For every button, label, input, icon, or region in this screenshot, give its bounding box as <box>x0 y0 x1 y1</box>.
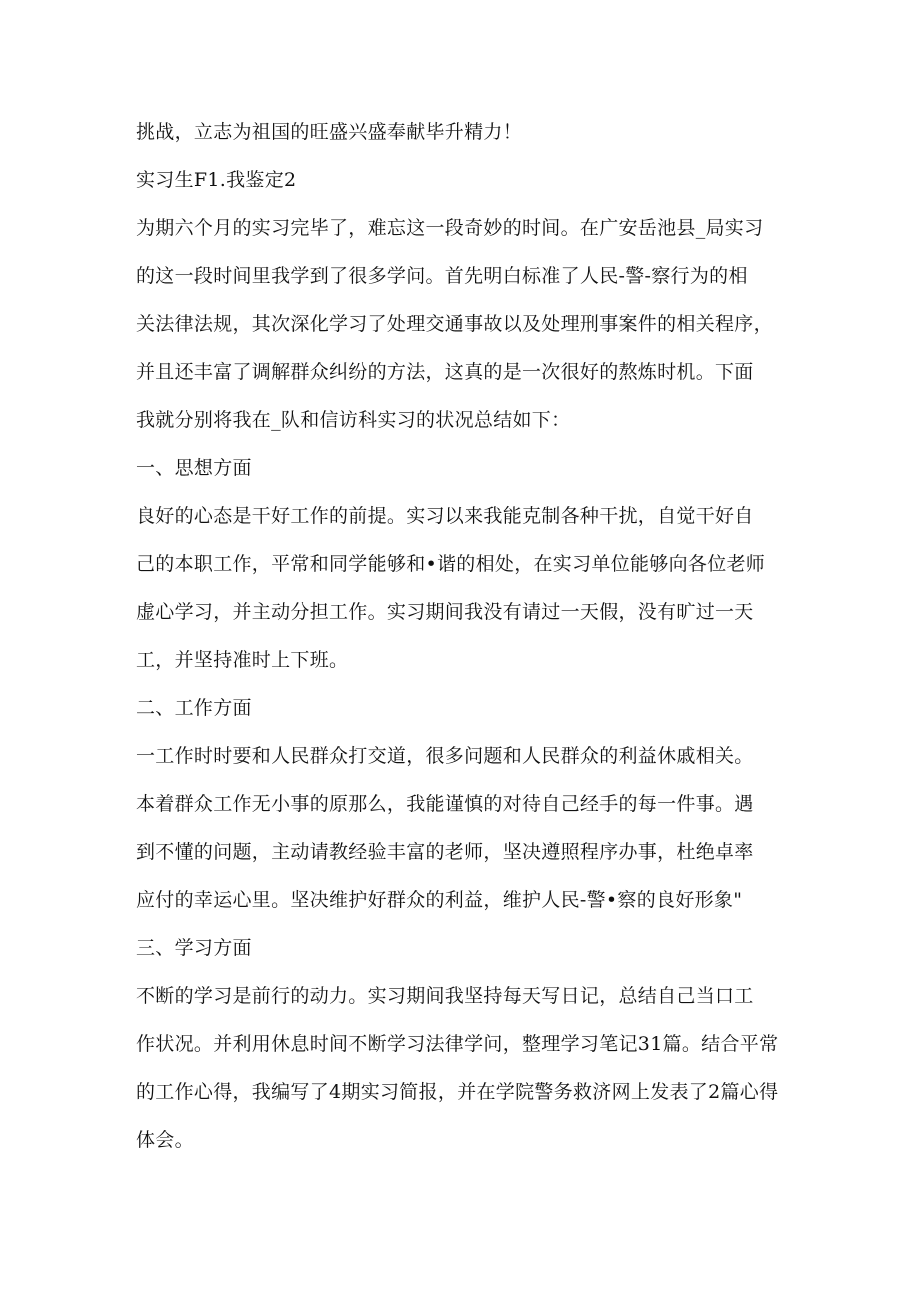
text-line: 挑战，立志为祖国的旺盛兴盛奉献毕升精力！ <box>136 121 523 143</box>
section-heading: 一、思想方面 <box>136 457 252 479</box>
text-line: 良好的心态是干好工作的前提。实习以来我能克制各种干扰，自觉干好自 <box>136 505 754 527</box>
text-line: 虚心学习，并主动分担工作。实习期间我没有请过一天假，没有旷过一天 <box>136 601 754 623</box>
text-line: 己的本职工作，平常和同学能够和•谐的相处，在实习单位能够向各位老师 <box>136 553 766 575</box>
text-line: 并且还丰富了调解群众纠纷的方法，这真的是一次很好的熬炼时机。下面 <box>136 361 754 383</box>
text-line: 作状况。并利用休息时间不断学习法律学问，整理学习笔记31篇。结合平常 <box>136 1033 779 1055</box>
text-line: 的这一段时间里我学到了很多学问。首先明白标准了人民-警-察行为的相 <box>136 265 748 287</box>
text-line: 关法律法规，其次深化学习了处理交通事故以及处理刑事案件的相关程序， <box>136 313 773 335</box>
text-line: 到不懂的问题，主动请教经验丰富的老师，坚决遵照程序办事，杜绝卓率 <box>136 841 754 863</box>
section-heading: 二、工作方面 <box>136 697 252 719</box>
text-line: 应付的幸运心里。坚决维护好群众的利益，维护人民-警•察的良好形象" <box>136 889 743 911</box>
text-line: 我就分别将我在_队和信访科实习的状况总结如下： <box>136 409 571 431</box>
text-line: 不断的学习是前行的动力。实习期间我坚持每天写日记，总结自己当口工 <box>136 985 754 1007</box>
text-line: 为期六个月的实习完毕了，难忘这一段奇妙的时间。在广安岳池县_局实习 <box>136 217 764 239</box>
text-line: 本着群众工作无小事的原那么，我能谨慎的对待自己经手的每一件事。遇 <box>136 793 754 815</box>
text-line: 的工作心得，我编写了4期实习简报，并在学院警务救济网上发表了2篇心得 <box>136 1081 779 1103</box>
text-line: 体会。 <box>136 1129 194 1151</box>
section-heading: 实习生F1.我鉴定2 <box>136 169 297 191</box>
document-page <box>136 115 796 1158</box>
text-line: 一工作时时要和人民群众打交道，很多问题和人民群众的利益休戚相关。 <box>136 745 754 767</box>
text-line: 工，并坚持准时上下班。 <box>136 649 349 671</box>
section-heading: 三、学习方面 <box>136 937 252 959</box>
